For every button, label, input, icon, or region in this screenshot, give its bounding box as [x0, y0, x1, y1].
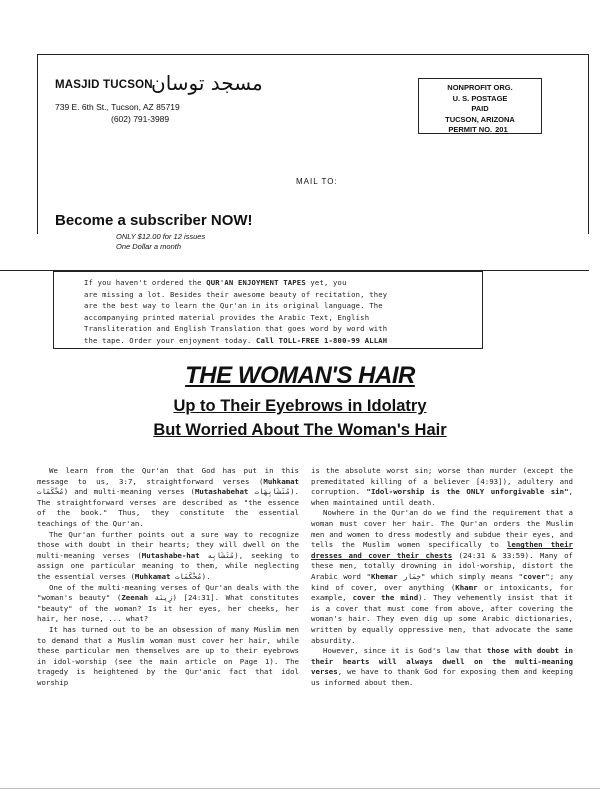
tapes-advertisement	[53, 271, 483, 349]
permit-line-3: PAID	[471, 104, 489, 113]
paragraph	[311, 646, 573, 688]
text-span: One of the multi-meaning verses of Qur'an deals with the "woman's beauty" (	[37, 582, 299, 603]
text-span: خِمَار" which simply means "	[397, 571, 524, 581]
term: Muhkamat	[134, 571, 171, 581]
text-span: "; any kind of cover, over anything (	[311, 571, 574, 592]
subscribe-heading: Become a subscriber NOW!	[55, 212, 253, 229]
org-name-arabic: مسجد توسان	[151, 71, 263, 95]
paragraph	[311, 508, 573, 646]
subscribe-price	[116, 232, 205, 252]
article-column-right	[311, 466, 573, 688]
term: cover the mind	[352, 593, 419, 603]
tapes-text-span: yet, you	[305, 278, 347, 287]
permit-line-2: U. S. POSTAGE	[452, 93, 508, 103]
article-column-left	[37, 466, 299, 688]
tapes-line: are missing a lot. Besides their awesome beauty of recitation, they	[84, 289, 388, 299]
org-name: MASJID TUCSON	[55, 79, 153, 91]
tapes-line: Transliteration and English Translation that goes word by word with	[84, 324, 388, 333]
fold-line-left	[0, 270, 37, 271]
term: Zeenah	[121, 593, 149, 603]
mailing-panel	[37, 54, 589, 251]
paragraph: It has turned out to be an obsession of many Muslim men to demand that a Muslim woman must cover her hair, while these particular men themselves are up to their eyebrows in idol-worship (see the main article on Page 1). The tragedy is heightened by the Qur'anic fact that idol worship	[37, 624, 299, 687]
paragraph	[37, 530, 299, 583]
text-span: مُتَشَابِه), seeking to assign one particular meaning to them, while neglecting the essential verses (	[37, 550, 300, 581]
text-span: or intoxicants, for example,	[311, 582, 573, 603]
text-span: However, since it is God's law that	[323, 646, 487, 656]
text-span: Nowhere in the Qur'an do we find the requirement that a woman must cover her hair. The Qur'an orders the Muslim men and women to dress modestly and subdue their eyes, and tells the Muslim women specifically to	[311, 508, 573, 550]
term: Khamr	[455, 582, 478, 592]
term: Khemar	[370, 571, 398, 581]
text-span: The Qur'an further points out a sure way to recognize those with doubt in their hearts; they will dwell on the multi-meaning verses (	[37, 529, 299, 560]
tapes-ad-text	[84, 277, 474, 346]
term: Mutashabehat	[194, 487, 249, 497]
paragraph	[37, 583, 299, 625]
phone-number: (602) 791-3989	[111, 114, 170, 124]
tapes-phone: Call TOLL-FREE 1-800-99 ALLAH	[256, 335, 388, 345]
permit-number: 201	[495, 125, 508, 134]
text-span: (24:31 & 33:59). Many of these men, totally drowning in idol-worship, distort the Arabic word "	[311, 550, 573, 581]
text-span: , we have to thank God for exposing them and keeping us informed about them.	[311, 667, 573, 687]
subscribe-price-line: ONLY $12.00 for 12 issues	[116, 232, 206, 241]
permit-number-line	[419, 125, 541, 136]
emphasis: lengthen their dresses and cover their chests	[311, 540, 573, 560]
paragraph	[37, 466, 299, 530]
tapes-line: accompanying printed material provides the Arabic Text, English	[84, 312, 370, 322]
permit-line-4: TUCSON, ARIZONA	[445, 114, 515, 124]
text-span: مُحْكَمَات) and multi-meaning verses (	[37, 487, 195, 497]
permit-line-1: NONPROFIT ORG.	[447, 83, 513, 92]
text-span: is the absolute worst sin; worse than murder (except the premeditated killing of a believer [4:93]), adultery and corruption.	[311, 466, 573, 497]
emphasis: "Idol-worship is the ONLY unforgivable sin"	[366, 487, 569, 497]
page-bottom-rule	[0, 788, 600, 789]
permit-label: PERMIT NO.	[448, 125, 493, 134]
article-subtitle-2: But Worried About The Woman's Hair	[153, 421, 447, 439]
text-span: , when maintained until death.	[311, 487, 573, 507]
text-span: زِينَة) [24:31]. What constitutes "beauty" of the woman? Is it her eyes, her cheeks, her hair, her nose, ... what?	[37, 593, 300, 624]
term: Muhkamat	[263, 476, 299, 486]
article-title: THE WOMAN'S HAIR	[185, 362, 415, 389]
text-span: مُحْكَمَات).	[170, 571, 211, 581]
mail-to-label: MAIL TO:	[296, 177, 338, 186]
return-address	[55, 101, 180, 125]
tapes-product-name: QUR'AN ENJOYMENT TAPES	[206, 278, 306, 287]
text-span: مُتَشَابِهَات). The straightforward verses are described as "the essence of the book." Thus, they constitute the essential teachings of the Qur'an.	[37, 487, 299, 528]
subtitle-1-text: Up to Their Eyebrows in Idolatry	[173, 397, 427, 415]
tapes-text-span: the tape. Order your enjoyment today.	[84, 335, 257, 345]
term: cover	[523, 571, 546, 581]
text-span: ). They vehemently insist that it is a cover that must come from above, after covering the woman's hair. They even dig up some Arabic dictionaries, written by equally oppressive men, that advocate the same absurdity.	[311, 593, 573, 645]
term: Mutashabe-hat	[141, 550, 200, 560]
address-line: 739 E. 6th St., Tucson, AZ 85719	[55, 102, 180, 112]
paragraph	[311, 466, 573, 508]
tapes-text-span: If you haven't ordered the	[84, 278, 207, 287]
emphasis: those with doubt in their hearts will always dwell on the multi-meaning verses	[311, 646, 573, 677]
tapes-line: are the best way to learn the Qur'an in its original language. The	[84, 301, 383, 310]
article-subtitle-1	[0, 397, 600, 416]
text-span: We learn from the Qur'an that God has put in this message to us, 3:7, straightforward verses (	[37, 466, 299, 486]
postage-permit-box	[418, 78, 542, 134]
subscribe-rate-line: One Dollar a month	[116, 242, 182, 251]
